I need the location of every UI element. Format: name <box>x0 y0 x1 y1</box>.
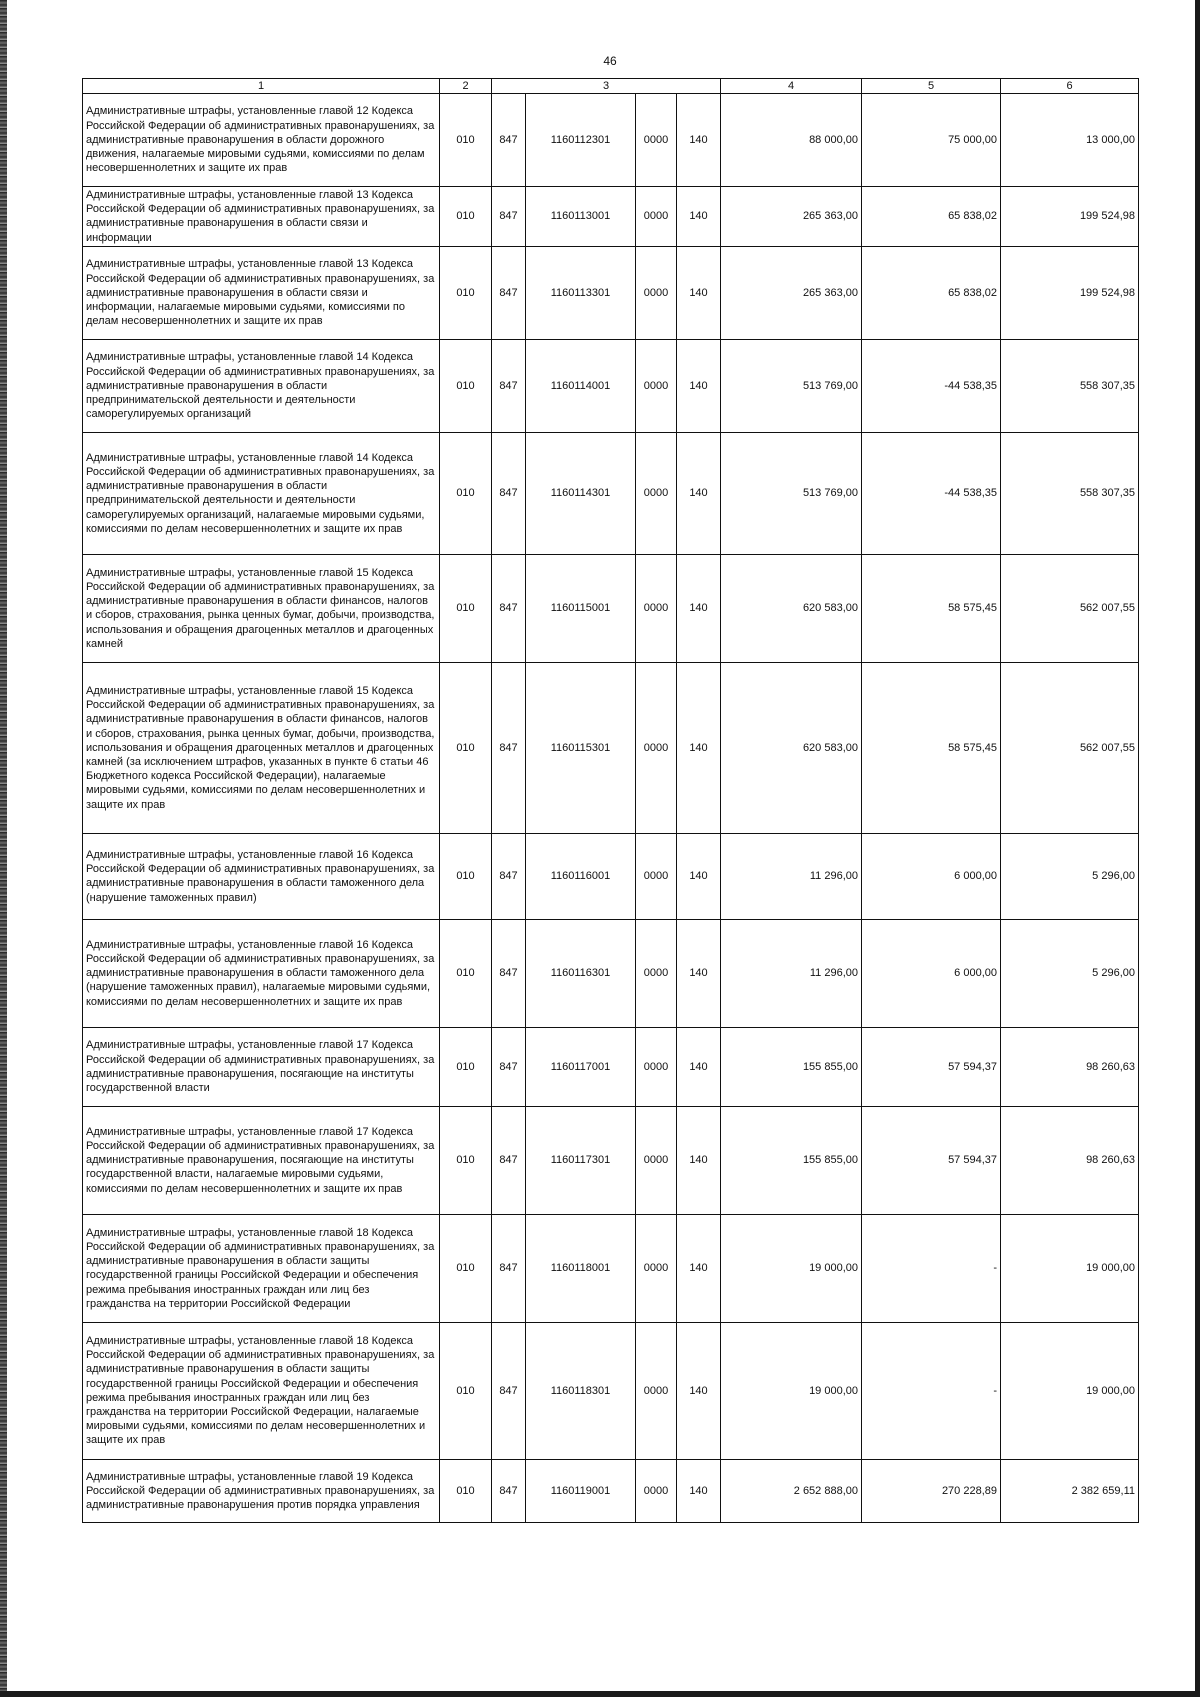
row-revenue-code: 1160114301 <box>526 432 636 554</box>
row-program-code: 0000 <box>636 1027 677 1106</box>
row-admin-code: 847 <box>492 339 526 432</box>
table-row <box>83 1459 1139 1522</box>
row-approved-amount: 11 296,00 <box>721 919 862 1027</box>
row-description: Административные штрафы, установленные главой 12 Кодекса Российской Федерации об административных правонарушениях, за административные правонарушения в области дорожного движения, налагаемые мировыми судьями, комиссиями по делам несовершеннолетних и защите их прав <box>83 94 440 187</box>
row-description: Административные штрафы, установленные главой 17 Кодекса Российской Федерации об административных правонарушениях, за административные правонарушения, посягающие на институты государственной власти <box>83 1027 440 1106</box>
row-admin-code: 847 <box>492 1322 526 1459</box>
row-classifier-code: 140 <box>677 1322 721 1459</box>
row-program-code: 0000 <box>636 187 677 247</box>
row-approved-amount: 620 583,00 <box>721 554 862 662</box>
row-description: Административные штрафы, установленные главой 19 Кодекса Российской Федерации об административных правонарушениях, за административные правонарушения против порядка управления <box>83 1459 440 1522</box>
row-description: Административные штрафы, установленные главой 16 Кодекса Российской Федерации об административных правонарушениях, за административные правонарушения в области таможенного дела (нарушение таможенных правил) <box>83 833 440 919</box>
row-revenue-code: 1160113001 <box>526 187 636 247</box>
row-revenue-code: 1160116301 <box>526 919 636 1027</box>
row-description: Административные штрафы, установленные главой 15 Кодекса Российской Федерации об административных правонарушениях, за административные правонарушения в области финансов, налогов и сборов, страхования, рынка ценных бумаг, добычи, производства, использования и обращения драгоценных металлов и драгоценных камней <box>83 554 440 662</box>
table-row <box>83 554 1139 662</box>
column-header-4: 4 <box>721 79 862 94</box>
table-row <box>83 187 1139 247</box>
row-classifier-code: 140 <box>677 919 721 1027</box>
row-approved-amount: 513 769,00 <box>721 339 862 432</box>
row-classifier-code: 140 <box>677 94 721 187</box>
row-classifier-code: 140 <box>677 339 721 432</box>
row-admin-code: 847 <box>492 554 526 662</box>
row-admin-code: 847 <box>492 919 526 1027</box>
row-revenue-code: 1160119001 <box>526 1459 636 1522</box>
row-description: Административные штрафы, установленные главой 18 Кодекса Российской Федерации об административных правонарушениях, за административные правонарушения в области защиты государственной границы Российской Федерации и обеспечения режима пребывания иностранных граждан или лиц без гражданства на территории Российской Федерации, налагаемые мировыми судьями, комиссиями по делам несовершеннолетних и защите их прав <box>83 1322 440 1459</box>
row-program-code: 0000 <box>636 246 677 339</box>
row-executed-amount: 6 000,00 <box>862 919 1001 1027</box>
row-remaining-amount: 199 524,98 <box>1001 187 1139 247</box>
row-admin-code: 847 <box>492 1214 526 1322</box>
row-revenue-code: 1160117301 <box>526 1106 636 1214</box>
row-revenue-code: 1160116001 <box>526 833 636 919</box>
table-row <box>83 246 1139 339</box>
row-revenue-code: 1160118001 <box>526 1214 636 1322</box>
row-line-code: 010 <box>440 662 492 833</box>
row-remaining-amount: 562 007,55 <box>1001 554 1139 662</box>
row-description: Административные штрафы, установленные главой 16 Кодекса Российской Федерации об административных правонарушениях, за административные правонарушения в области таможенного дела (нарушение таможенных правил), налагаемые мировыми судьями, комиссиями по делам несовершеннолетних и защите их прав <box>83 919 440 1027</box>
column-header-6: 6 <box>1001 79 1139 94</box>
row-program-code: 0000 <box>636 1106 677 1214</box>
row-line-code: 010 <box>440 833 492 919</box>
row-executed-amount: 58 575,45 <box>862 554 1001 662</box>
row-classifier-code: 140 <box>677 833 721 919</box>
row-approved-amount: 19 000,00 <box>721 1214 862 1322</box>
scan-edge-left <box>0 0 7 1697</box>
column-header-1: 1 <box>83 79 440 94</box>
row-remaining-amount: 5 296,00 <box>1001 919 1139 1027</box>
row-program-code: 0000 <box>636 662 677 833</box>
row-executed-amount: 65 838,02 <box>862 187 1001 247</box>
row-description: Административные штрафы, установленные главой 17 Кодекса Российской Федерации об административных правонарушениях, за административные правонарушения, посягающие на институты государственной власти, налагаемые мировыми судьями, комиссиями по делам несовершеннолетних и защите их прав <box>83 1106 440 1214</box>
table-row <box>83 1106 1139 1214</box>
row-line-code: 010 <box>440 1106 492 1214</box>
row-revenue-code: 1160112301 <box>526 94 636 187</box>
row-executed-amount: 270 228,89 <box>862 1459 1001 1522</box>
row-description: Административные штрафы, установленные главой 14 Кодекса Российской Федерации об административных правонарушениях, за административные правонарушения в области предпринимательской деятельности и деятельности саморегулируемых организаций, налагаемые мировыми судьями, комиссиями по делам несовершеннолетних и защите их прав <box>83 432 440 554</box>
row-admin-code: 847 <box>492 246 526 339</box>
row-approved-amount: 265 363,00 <box>721 246 862 339</box>
row-executed-amount: -44 538,35 <box>862 339 1001 432</box>
row-approved-amount: 88 000,00 <box>721 94 862 187</box>
table-row <box>83 662 1139 833</box>
row-admin-code: 847 <box>492 432 526 554</box>
revenue-table <box>82 78 1139 1523</box>
table-body <box>83 94 1139 1523</box>
row-line-code: 010 <box>440 187 492 247</box>
row-line-code: 010 <box>440 432 492 554</box>
row-line-code: 010 <box>440 919 492 1027</box>
row-description: Административные штрафы, установленные главой 18 Кодекса Российской Федерации об административных правонарушениях, за административные правонарушения в области защиты государственной границы Российской Федерации и обеспечения режима пребывания иностранных граждан или лиц без гражданства на территории Российской Федерации <box>83 1214 440 1322</box>
page-number: 46 <box>603 54 617 68</box>
row-approved-amount: 19 000,00 <box>721 1322 862 1459</box>
row-executed-amount: 57 594,37 <box>862 1027 1001 1106</box>
row-executed-amount: 58 575,45 <box>862 662 1001 833</box>
row-line-code: 010 <box>440 1459 492 1522</box>
scan-edge-right <box>1195 0 1200 1697</box>
table-row <box>83 432 1139 554</box>
row-admin-code: 847 <box>492 94 526 187</box>
row-approved-amount: 620 583,00 <box>721 662 862 833</box>
row-executed-amount: 75 000,00 <box>862 94 1001 187</box>
row-approved-amount: 513 769,00 <box>721 432 862 554</box>
row-program-code: 0000 <box>636 94 677 187</box>
row-admin-code: 847 <box>492 1459 526 1522</box>
column-header-3: 3 <box>492 79 721 94</box>
row-line-code: 010 <box>440 1027 492 1106</box>
row-revenue-code: 1160115301 <box>526 662 636 833</box>
row-remaining-amount: 199 524,98 <box>1001 246 1139 339</box>
row-classifier-code: 140 <box>677 1459 721 1522</box>
row-admin-code: 847 <box>492 187 526 247</box>
row-classifier-code: 140 <box>677 246 721 339</box>
row-line-code: 010 <box>440 94 492 187</box>
row-remaining-amount: 2 382 659,11 <box>1001 1459 1139 1522</box>
column-header-5: 5 <box>862 79 1001 94</box>
row-program-code: 0000 <box>636 1459 677 1522</box>
row-revenue-code: 1160114001 <box>526 339 636 432</box>
row-description: Административные штрафы, установленные главой 13 Кодекса Российской Федерации об административных правонарушениях, за административные правонарушения в области связи и информации, налагаемые мировыми судьями, комиссиями по делам несовершеннолетних и защите их прав <box>83 246 440 339</box>
row-classifier-code: 140 <box>677 187 721 247</box>
row-approved-amount: 155 855,00 <box>721 1027 862 1106</box>
row-remaining-amount: 19 000,00 <box>1001 1322 1139 1459</box>
row-admin-code: 847 <box>492 1106 526 1214</box>
column-header-2: 2 <box>440 79 492 94</box>
scan-edge-bottom <box>0 1691 1200 1697</box>
row-line-code: 010 <box>440 1322 492 1459</box>
row-revenue-code: 1160118301 <box>526 1322 636 1459</box>
row-program-code: 0000 <box>636 554 677 662</box>
row-revenue-code: 1160113301 <box>526 246 636 339</box>
row-description: Административные штрафы, установленные главой 14 Кодекса Российской Федерации об административных правонарушениях, за административные правонарушения в области предпринимательской деятельности и деятельности саморегулируемых организаций <box>83 339 440 432</box>
row-program-code: 0000 <box>636 833 677 919</box>
row-admin-code: 847 <box>492 1027 526 1106</box>
row-executed-amount: 65 838,02 <box>862 246 1001 339</box>
row-program-code: 0000 <box>636 919 677 1027</box>
row-classifier-code: 140 <box>677 1027 721 1106</box>
table-row <box>83 919 1139 1027</box>
row-classifier-code: 140 <box>677 1106 721 1214</box>
row-line-code: 010 <box>440 339 492 432</box>
row-admin-code: 847 <box>492 662 526 833</box>
row-description: Административные штрафы, установленные главой 13 Кодекса Российской Федерации об административных правонарушениях, за административные правонарушения в области связи и информации <box>83 187 440 247</box>
row-approved-amount: 2 652 888,00 <box>721 1459 862 1522</box>
row-line-code: 010 <box>440 1214 492 1322</box>
row-remaining-amount: 98 260,63 <box>1001 1106 1139 1214</box>
row-remaining-amount: 562 007,55 <box>1001 662 1139 833</box>
row-admin-code: 847 <box>492 833 526 919</box>
row-approved-amount: 265 363,00 <box>721 187 862 247</box>
row-classifier-code: 140 <box>677 432 721 554</box>
row-remaining-amount: 558 307,35 <box>1001 432 1139 554</box>
row-program-code: 0000 <box>636 1322 677 1459</box>
row-approved-amount: 11 296,00 <box>721 833 862 919</box>
table-row <box>83 94 1139 187</box>
row-remaining-amount: 19 000,00 <box>1001 1214 1139 1322</box>
row-remaining-amount: 558 307,35 <box>1001 339 1139 432</box>
row-revenue-code: 1160115001 <box>526 554 636 662</box>
row-program-code: 0000 <box>636 1214 677 1322</box>
row-executed-amount: 57 594,37 <box>862 1106 1001 1214</box>
row-program-code: 0000 <box>636 432 677 554</box>
row-remaining-amount: 13 000,00 <box>1001 94 1139 187</box>
table-row <box>83 339 1139 432</box>
row-classifier-code: 140 <box>677 662 721 833</box>
row-classifier-code: 140 <box>677 554 721 662</box>
row-revenue-code: 1160117001 <box>526 1027 636 1106</box>
row-remaining-amount: 98 260,63 <box>1001 1027 1139 1106</box>
table-row <box>83 1322 1139 1459</box>
row-description: Административные штрафы, установленные главой 15 Кодекса Российской Федерации об административных правонарушениях, за административные правонарушения в области финансов, налогов и сборов, страхования, рынка ценных бумаг, добычи, производства, использования и обращения драгоценных металлов и драгоценных камней (за исключением штрафов, указанных в пункте 6 статьи 46 Бюджетного кодекса Российской Федерации), налагаемые мировыми судьями, комиссиями по делам несовершеннолетних и защите их прав <box>83 662 440 833</box>
row-program-code: 0000 <box>636 339 677 432</box>
row-line-code: 010 <box>440 246 492 339</box>
row-executed-amount: 6 000,00 <box>862 833 1001 919</box>
column-header-row <box>83 79 1139 94</box>
row-remaining-amount: 5 296,00 <box>1001 833 1139 919</box>
row-approved-amount: 155 855,00 <box>721 1106 862 1214</box>
row-classifier-code: 140 <box>677 1214 721 1322</box>
table-row <box>83 833 1139 919</box>
table-row <box>83 1027 1139 1106</box>
row-executed-amount: -44 538,35 <box>862 432 1001 554</box>
table-row <box>83 1214 1139 1322</box>
row-executed-amount: - <box>862 1322 1001 1459</box>
row-line-code: 010 <box>440 554 492 662</box>
row-executed-amount: - <box>862 1214 1001 1322</box>
